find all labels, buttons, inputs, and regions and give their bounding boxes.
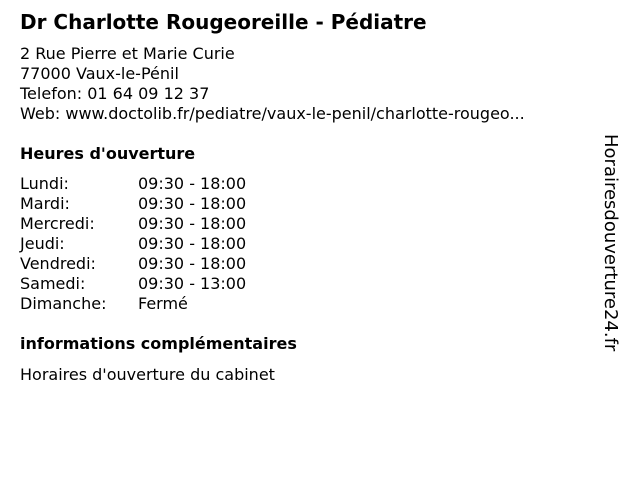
time-range: 09:30 - 13:00 bbox=[138, 274, 247, 293]
info-heading: informations complémentaires bbox=[20, 334, 297, 353]
address-block bbox=[20, 44, 525, 124]
time-range: 09:30 - 18:00 bbox=[138, 214, 247, 233]
hours-heading: Heures d'ouverture bbox=[20, 144, 196, 163]
info-text: Horaires d'ouverture du cabinet bbox=[20, 365, 275, 384]
day-label: Jeudi: bbox=[20, 234, 65, 253]
day-label: Vendredi: bbox=[20, 254, 96, 273]
page-title: Dr Charlotte Rougeoreille - Pédiatre bbox=[20, 10, 427, 34]
city-postcode: 77000 Vaux-le-Pénil bbox=[20, 64, 179, 83]
time-range: 09:30 - 18:00 bbox=[138, 194, 247, 213]
day-label: Mercredi: bbox=[20, 214, 95, 233]
time-range: 09:30 - 18:00 bbox=[138, 174, 247, 193]
day-label: Lundi: bbox=[20, 174, 69, 193]
time-range: Fermé bbox=[138, 294, 188, 313]
day-label: Mardi: bbox=[20, 194, 70, 213]
time-range: 09:30 - 18:00 bbox=[138, 254, 247, 273]
day-label: Dimanche: bbox=[20, 294, 107, 313]
day-label: Samedi: bbox=[20, 274, 86, 293]
site-watermark: Horairesdouverture24.fr bbox=[600, 134, 621, 352]
website-url: Web: www.doctolib.fr/pediatre/vaux-le-penil/charlotte-rougeo... bbox=[20, 104, 525, 123]
street-address: 2 Rue Pierre et Marie Curie bbox=[20, 44, 235, 63]
time-range: 09:30 - 18:00 bbox=[138, 234, 247, 253]
phone-number: Telefon: 01 64 09 12 37 bbox=[20, 84, 210, 103]
